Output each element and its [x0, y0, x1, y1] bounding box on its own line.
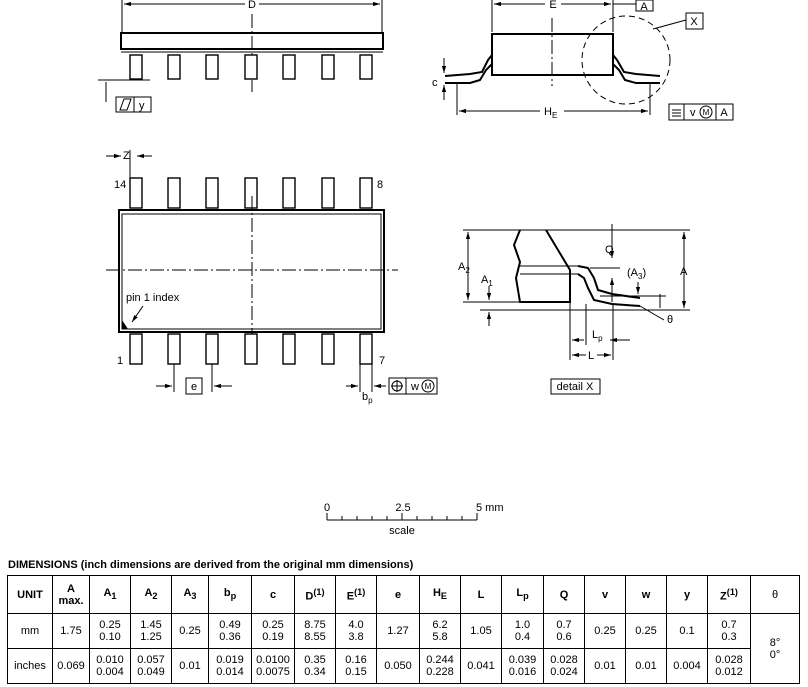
- mm-e1: 4.0 3.8: [336, 614, 377, 649]
- header-a2: $A_2$: [131, 576, 172, 614]
- in-lp: 0.039 0.016: [502, 649, 544, 684]
- a3-label: $(A_3)$: [627, 267, 647, 281]
- header-w: w: [626, 576, 667, 614]
- header-e: e: [377, 576, 420, 614]
- mm-v: 0.25: [585, 614, 626, 649]
- bp-label: $b_p$: [362, 391, 373, 405]
- header-he: $H_E$: [420, 576, 461, 614]
- header-c: c: [252, 576, 295, 614]
- c-label: c: [432, 77, 438, 89]
- in-y: 0.004: [667, 649, 708, 684]
- in-a1: 0.010 0.004: [90, 649, 131, 684]
- top-leads-lower: [130, 334, 372, 364]
- dimensions-title: DIMENSIONS (inch dimensions are derived from the original mm dimensions): [8, 559, 414, 571]
- mm-z: 0.7 0.3: [708, 614, 751, 649]
- table-header-row: [8, 576, 800, 614]
- theta-label: θ: [667, 314, 674, 326]
- mm-d: 8.75 8.55: [295, 614, 336, 649]
- in-d: 0.35 0.34: [295, 649, 336, 684]
- in-bp: 0.019 0.014: [209, 649, 252, 684]
- z-label: Z: [123, 150, 130, 162]
- table-row-mm: [8, 614, 800, 649]
- a-height-label: A: [680, 266, 688, 278]
- in-e1: 0.16 0.15: [336, 649, 377, 684]
- a1-label: $A_1$: [481, 274, 493, 288]
- header-e1: $E^{(1)}$: [336, 576, 377, 614]
- header-v: v: [585, 576, 626, 614]
- mm-a: 1.75: [53, 614, 90, 649]
- l-label: L: [588, 350, 595, 362]
- header-bp: $b_p$: [209, 576, 252, 614]
- tol-v-label: v: [690, 107, 696, 119]
- q-label: Q: [605, 244, 614, 256]
- detail-x-ref: X: [690, 16, 698, 28]
- d-label: D: [248, 0, 256, 11]
- mm-he: 6.2 5.8: [420, 614, 461, 649]
- header-z: $Z^{(1)}$: [708, 576, 751, 614]
- tol-m-label: M: [702, 108, 710, 117]
- detail-x-label: detail X: [556, 381, 594, 393]
- mm-a1: 0.25 0.10: [90, 614, 131, 649]
- header-a1: $A_1$: [90, 576, 131, 614]
- in-he: 0.244 0.228: [420, 649, 461, 684]
- datum-a-label: A: [640, 1, 648, 13]
- lp-label: $L_p$: [592, 329, 603, 343]
- pin1-label: 1: [117, 355, 124, 367]
- scale-tick-5: 5 mm: [476, 502, 504, 514]
- mm-l: 1.05: [461, 614, 502, 649]
- a2-label: $A_2$: [458, 261, 470, 275]
- tol-w-label: w: [411, 381, 419, 393]
- side-view: [98, 0, 383, 112]
- e-pitch-label: e: [190, 381, 198, 393]
- mm-bp: 0.49 0.36: [209, 614, 252, 649]
- theta-values: 8° 0°: [751, 614, 800, 684]
- in-a: 0.069: [53, 649, 90, 684]
- end-view: [432, 0, 733, 120]
- in-z: 0.028 0.012: [708, 649, 751, 684]
- in-unit: inches: [8, 649, 53, 684]
- mm-lp: 1.0 0.4: [502, 614, 544, 649]
- mm-unit: mm: [8, 614, 53, 649]
- y-label: y: [139, 100, 145, 112]
- in-q: 0.028 0.024: [544, 649, 585, 684]
- e-dim-label: E: [549, 0, 557, 11]
- tolerance-frame-w: [389, 378, 437, 394]
- in-a3: 0.01: [172, 649, 209, 684]
- tol-wm-label: M: [424, 382, 432, 391]
- scale-bar: [324, 502, 504, 537]
- mm-c: 0.25 0.19: [252, 614, 295, 649]
- header-d: $D^{(1)}$: [295, 576, 336, 614]
- scale-tick-0: 0: [323, 502, 331, 514]
- header-lp: $L_p$: [502, 576, 544, 614]
- scale-label: scale: [389, 525, 415, 537]
- header-a: A max.: [53, 576, 90, 614]
- tol-a-label: A: [720, 107, 728, 119]
- pin1-index-label: pin 1 index: [126, 292, 180, 304]
- detail-x-view: [458, 224, 690, 394]
- he-label: $H_E$: [544, 106, 558, 120]
- in-c: 0.0100 0.0075: [252, 649, 295, 684]
- scale-tick-2-5: 2.5: [395, 502, 411, 514]
- dimensions-table: [7, 575, 800, 684]
- table-row-inches: [8, 649, 800, 684]
- tolerance-frame-v: [669, 104, 733, 120]
- pin8-label: 8: [377, 179, 384, 191]
- header-l: L: [461, 576, 502, 614]
- mm-y: 0.1: [667, 614, 708, 649]
- mm-e: 1.27: [377, 614, 420, 649]
- header-theta: θ: [751, 576, 800, 614]
- in-e: 0.050: [377, 649, 420, 684]
- mm-q: 0.7 0.6: [544, 614, 585, 649]
- in-a2: 0.057 0.049: [131, 649, 172, 684]
- header-y: y: [667, 576, 708, 614]
- mm-a2: 1.45 1.25: [131, 614, 172, 649]
- in-v: 0.01: [585, 649, 626, 684]
- pin7-label: 7: [379, 355, 386, 367]
- top-leads-upper: [130, 178, 372, 208]
- header-unit: UNIT: [8, 576, 53, 614]
- top-view: [106, 150, 437, 405]
- flatness-frame: [116, 97, 151, 112]
- in-w: 0.01: [626, 649, 667, 684]
- header-q: Q: [544, 576, 585, 614]
- mm-a3: 0.25: [172, 614, 209, 649]
- header-a3: $A_3$: [172, 576, 209, 614]
- side-view-leads: [130, 55, 372, 79]
- mm-w: 0.25: [626, 614, 667, 649]
- pin14-label: 14: [114, 179, 127, 191]
- in-l: 0.041: [461, 649, 502, 684]
